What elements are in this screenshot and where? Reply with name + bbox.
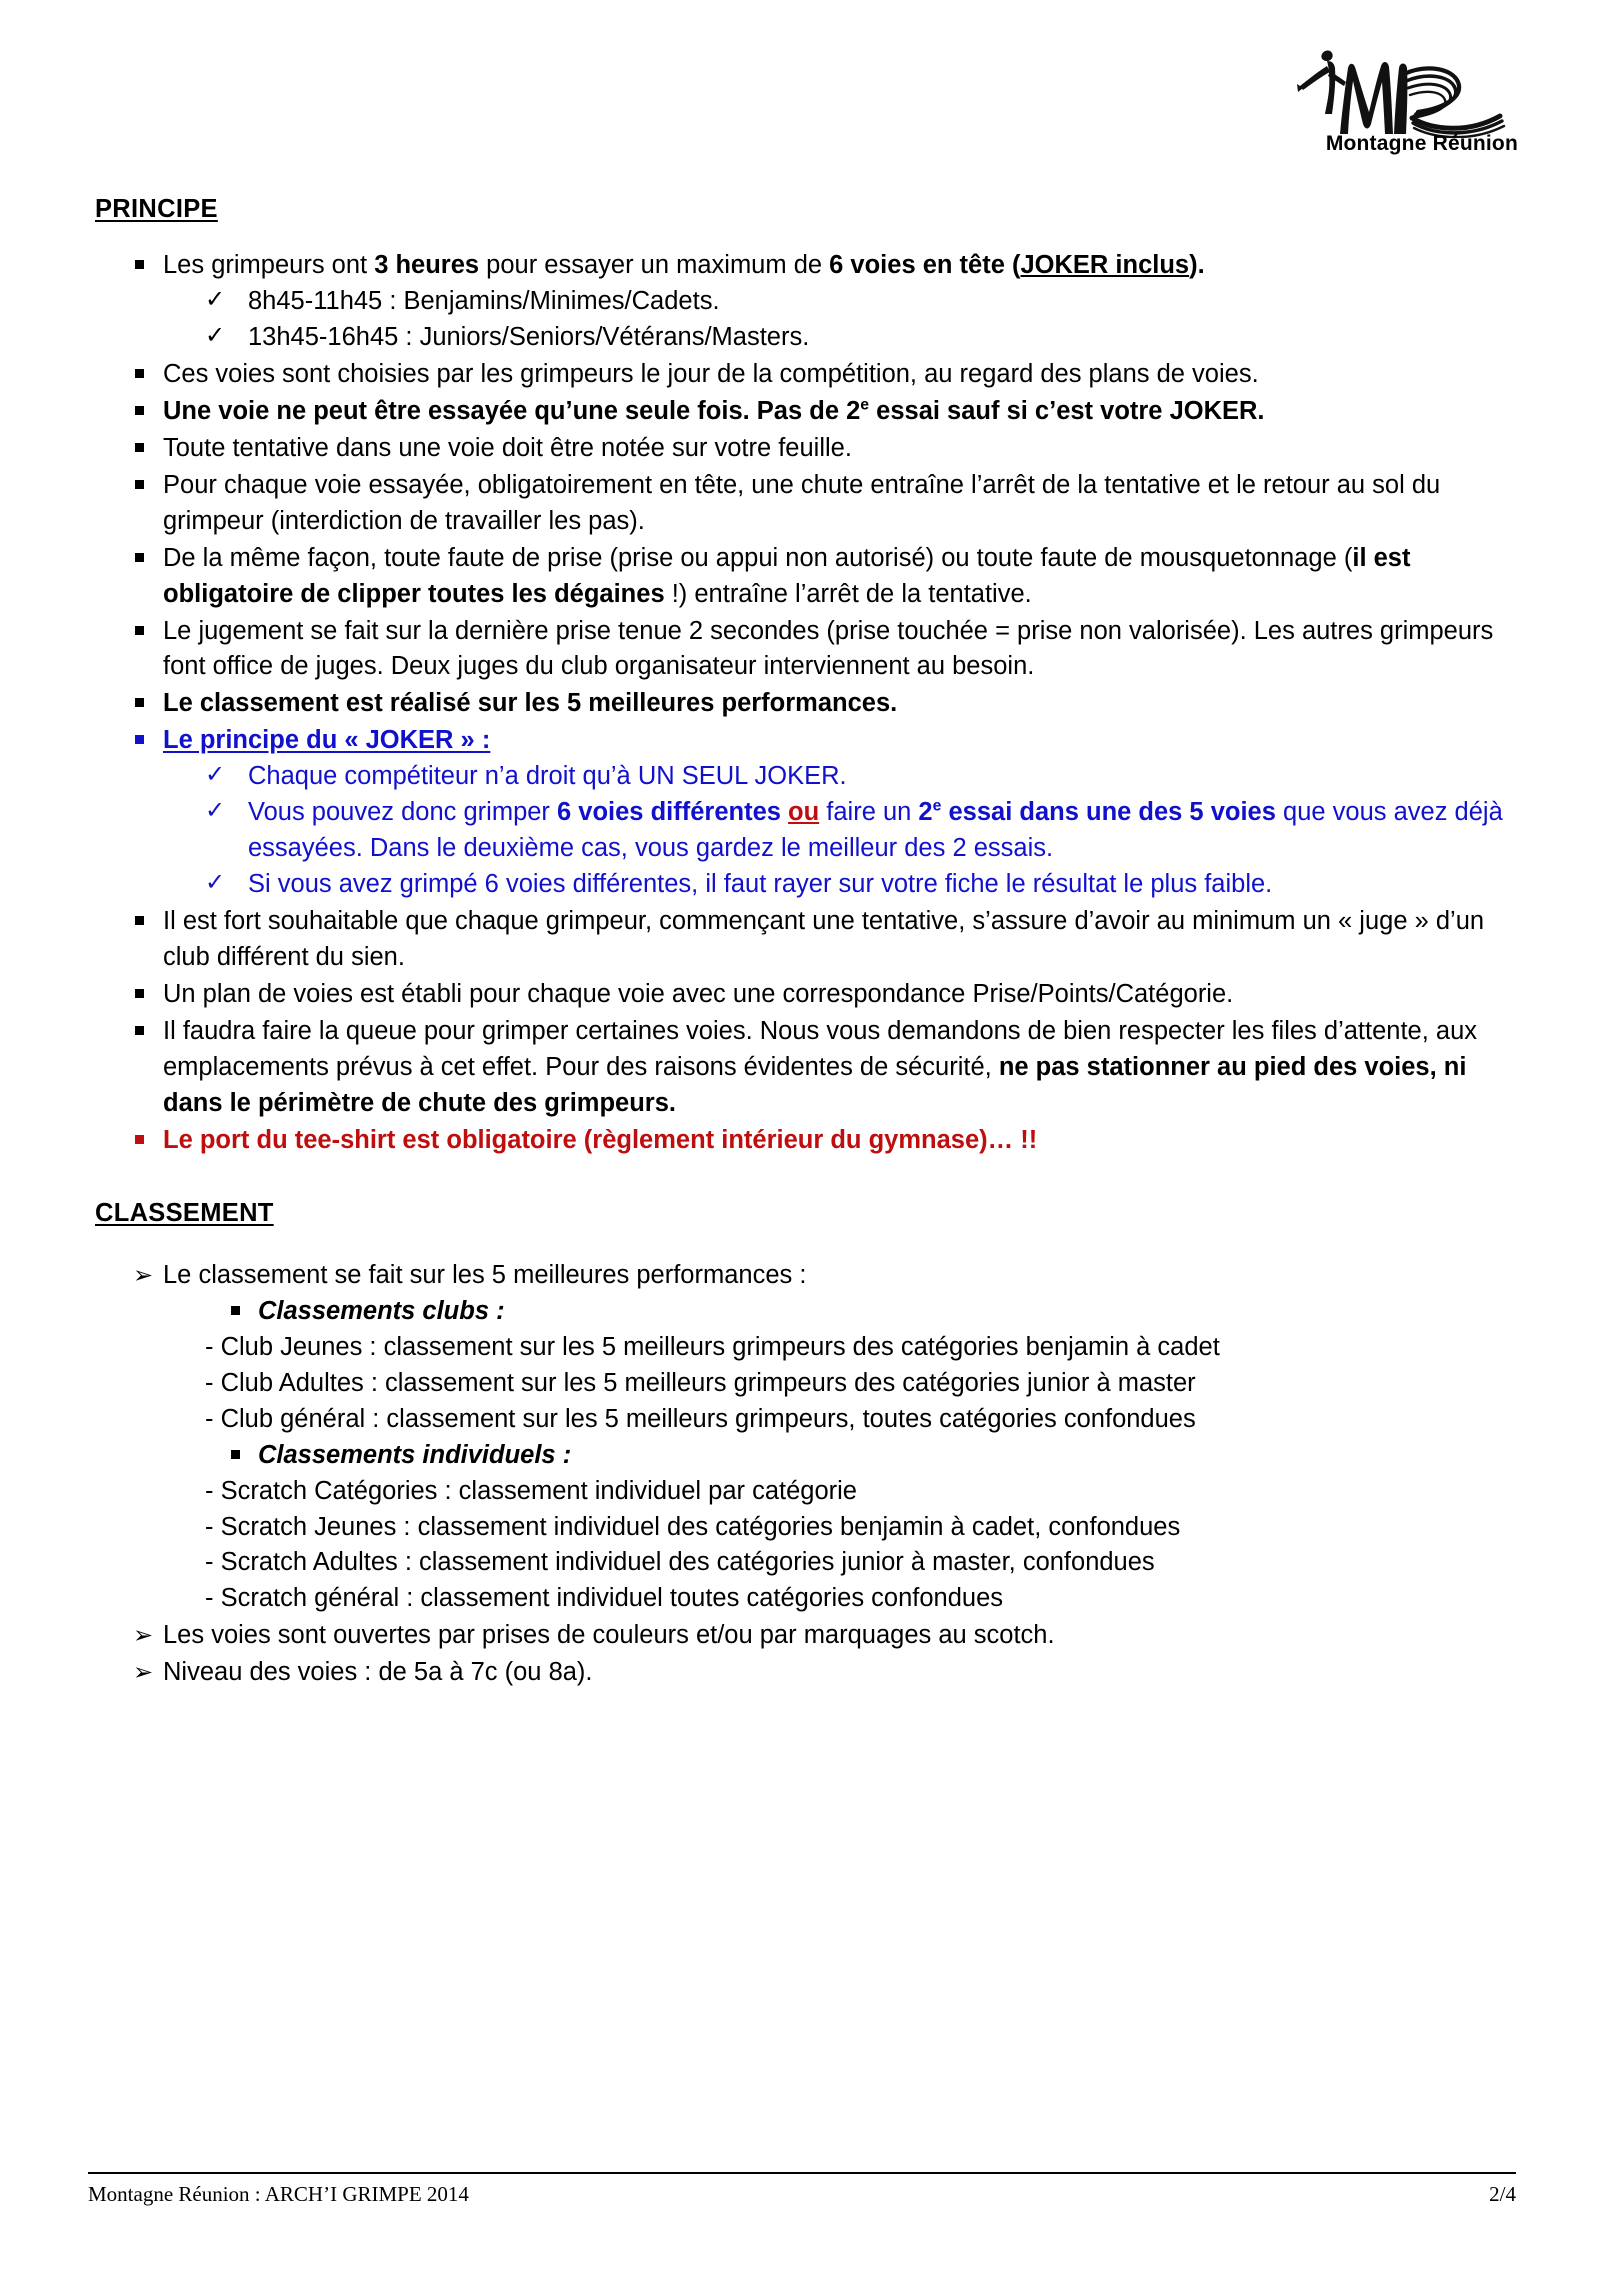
document-body <box>95 195 1510 1692</box>
item-text: Le port du tee-shirt est obligatoire (règlement intérieur du gymnase)… !! <box>163 1125 1038 1154</box>
list-item-plan-voies <box>95 977 1510 1013</box>
list-item-principe-joker <box>95 723 1510 903</box>
footer-left-text: Montagne Réunion : ARCH’I GRIMPE 2014 <box>88 2182 469 2206</box>
text-run: De la même façon, toute faute de prise (prise ou appui non autorisé) ou toute faute de mousquetonnage ( <box>163 543 1353 572</box>
list-item-joker-rayer <box>163 867 1510 903</box>
check-icon: ✓ <box>205 761 226 789</box>
list-item-horaire-jeunes <box>163 284 1510 320</box>
square-bullet-icon <box>135 735 144 744</box>
scratch-jeunes-line: - Scratch Jeunes : classement individuel des catégories benjamin à cadet, confondues <box>205 1512 1181 1541</box>
text-run-bold: 3 heures <box>374 251 480 279</box>
scratch-categories-line: - Scratch Catégories : classement individuel par catégorie <box>205 1476 857 1505</box>
section-title-classement: CLASSEMENT <box>95 1198 274 1227</box>
text-run-bold: ne pas stationner au pied des voies, ni dans le périmètre de chute des grimpeurs. <box>163 1052 1467 1117</box>
square-bullet-icon <box>231 1306 240 1315</box>
check-icon: ✓ <box>205 285 226 313</box>
text-run: !) entraîne l’arrêt de la tentative. <box>664 579 1032 608</box>
mr-brush-logo-icon <box>1286 38 1516 138</box>
classement-list <box>95 1258 1510 1691</box>
text-run-blue-bold: essai dans une des 5 voies <box>941 798 1276 827</box>
list-item-classement-5 <box>95 686 1510 722</box>
item-text: 8h45-11h45 : Benjamins/Minimes/Cadets. <box>248 286 720 315</box>
text-run: Il faudra faire la queue pour grimper certaines voies. Nous vous demandons de bien respecter les files d’attente, aux emplacements prévus à cet effet. Pour des raisons évidentes de sécurité, <box>163 1017 1477 1081</box>
text-run: pour essayer un maximum de <box>479 251 830 279</box>
arrow-bullet-icon: ➢ <box>133 1261 154 1289</box>
text-run-red-bold-underline: ou <box>788 798 820 827</box>
square-bullet-icon <box>135 698 144 707</box>
check-icon: ✓ <box>205 797 226 825</box>
item-text: Le classement est réalisé sur les 5 meilleures performances. <box>163 689 898 718</box>
square-bullet-icon <box>135 989 144 998</box>
item-text: Un plan de voies est établi pour chaque voie avec une correspondance Prise/Points/Catégorie. <box>163 980 1234 1009</box>
classements-individuels-heading <box>163 1438 1510 1474</box>
item-text: Le jugement se fait sur la dernière prise tenue 2 secondes (prise touchée = prise non valorisée). Les autres grimpeurs font office de juges. Deux juges du club organisateur interviennent au besoin. <box>163 616 1494 681</box>
text-run: que vous avez déjà essayées. Dans le deuxième cas, vous gardez le meilleur des 2 essais. <box>248 798 1503 863</box>
square-bullet-icon <box>135 369 144 378</box>
square-bullet-icon <box>135 1026 144 1035</box>
list-item-joker-options <box>163 795 1510 867</box>
principe-list <box>95 248 1510 1159</box>
text-run-bold-underline: JOKER inclus <box>1020 251 1190 279</box>
item-text: Si vous avez grimpé 6 voies différentes, il faut rayer sur votre fiche le résultat le plus faible. <box>248 870 1273 899</box>
square-bullet-icon <box>135 443 144 452</box>
text-run-blue-bold: 2 <box>918 798 933 827</box>
page-footer <box>88 2172 1516 2207</box>
item-text: Toute tentative dans une voie doit être notée sur votre feuille. <box>163 433 852 462</box>
list-item-file-attente <box>95 1014 1510 1122</box>
list-item-un-essai <box>95 394 1510 430</box>
square-bullet-icon <box>135 480 144 489</box>
club-jeunes-line: - Club Jeunes : classement sur les 5 meilleurs grimpeurs des catégories benjamin à cadet <box>205 1332 1220 1361</box>
item-text: 13h45-16h45 : Juniors/Seniors/Vétérans/Masters. <box>248 322 810 351</box>
horaires-list <box>163 284 1510 356</box>
check-icon: ✓ <box>205 869 226 897</box>
text-run-bold: 6 voies en tête ( <box>829 251 1021 279</box>
list-item-jugement <box>95 614 1510 686</box>
logo-block <box>1256 38 1526 156</box>
list-item-faute-prise <box>95 541 1510 613</box>
list-item-classements-clubs <box>163 1294 1510 1330</box>
item-text <box>163 251 1205 279</box>
list-item-juge <box>95 904 1510 976</box>
list-item-classements-individuels <box>163 1438 1510 1474</box>
item-text: Le classement se fait sur les 5 meilleures performances : <box>163 1260 807 1289</box>
item-text: Il est fort souhaitable que chaque grimpeur, commençant une tentative, s’assure d’avoir au minimum un « juge » d’un club différent du sien. <box>163 907 1485 972</box>
list-item-tee-shirt <box>95 1123 1510 1159</box>
list-item-horaire-adultes <box>163 320 1510 356</box>
square-bullet-icon <box>135 406 144 415</box>
item-text: Ces voies sont choisies par les grimpeurs le jour de la compétition, au regard des plans de voies. <box>163 359 1259 388</box>
list-item-niveau-voies <box>95 1655 1510 1691</box>
square-bullet-icon <box>135 260 144 269</box>
text-run: Une voie ne peut être essayée qu’une seule fois. Pas de 2 <box>163 396 861 425</box>
list-item-ouverture-voies <box>95 1618 1510 1654</box>
list-item-chute <box>95 468 1510 540</box>
list-item-joker-unique <box>163 759 1510 795</box>
text-space <box>781 798 788 826</box>
logo-caption: Montagne Réunion <box>1325 132 1518 155</box>
item-text: Classements individuels : <box>258 1440 572 1469</box>
item-text <box>163 1017 1477 1117</box>
square-bullet-icon <box>231 1450 240 1459</box>
footer-page-number: 2/4 <box>1489 2182 1516 2206</box>
list-item-classement-principe <box>95 1258 1510 1618</box>
scratch-general-line: - Scratch général : classement individuel toutes catégories confondues <box>205 1584 1004 1613</box>
square-bullet-icon <box>135 916 144 925</box>
item-text <box>248 798 1503 862</box>
section-title-principe: PRINCIPE <box>95 195 218 223</box>
joker-list <box>163 759 1510 903</box>
list-item-choix-voies <box>95 357 1510 393</box>
check-icon: ✓ <box>205 321 226 349</box>
item-text: Niveau des voies : de 5a à 7c (ou 8a). <box>163 1658 593 1687</box>
text-run: Vous pouvez donc grimper <box>248 798 558 827</box>
item-text: Les voies sont ouvertes par prises de couleurs et/ou par marquages au scotch. <box>163 1621 1055 1650</box>
club-adultes-line: - Club Adultes : classement sur les 5 meilleurs grimpeurs des catégories junior à master <box>205 1368 1196 1397</box>
text-superscript: e <box>860 396 870 414</box>
text-run: faire un <box>819 798 919 827</box>
list-item-duree <box>95 248 1510 356</box>
club-general-line: - Club général : classement sur les 5 meilleurs grimpeurs, toutes catégories confondues <box>205 1404 1196 1433</box>
arrow-bullet-icon: ➢ <box>133 1622 154 1650</box>
text-run: Les grimpeurs ont <box>163 251 375 279</box>
text-run: essai sauf si c’est votre JOKER. <box>869 396 1265 425</box>
arrow-bullet-icon: ➢ <box>133 1659 154 1687</box>
text-superscript: e <box>932 797 942 815</box>
item-text: Pour chaque voie essayée, obligatoirement en tête, une chute entraîne l’arrêt de la tentative et le retour au sol du grimpeur (interdiction de travailler les pas). <box>163 470 1441 535</box>
classements-clubs-heading <box>163 1294 1510 1330</box>
text-run-blue-bold: 6 voies différentes <box>557 798 781 827</box>
item-text: Classements clubs : <box>258 1296 505 1325</box>
item-text: Le principe du « JOKER » : <box>163 726 491 755</box>
item-text: Chaque compétiteur n’a droit qu’à UN SEUL JOKER. <box>248 762 847 791</box>
text-run-bold: il est obligatoire de clipper toutes les dégaines <box>163 543 1411 608</box>
square-bullet-icon <box>135 626 144 635</box>
scratch-adultes-line: - Scratch Adultes : classement individuel des catégories junior à master, confondues <box>205 1548 1155 1577</box>
item-text <box>163 544 1410 608</box>
square-bullet-icon <box>135 553 144 562</box>
item-text <box>163 397 1265 425</box>
square-bullet-icon <box>135 1135 144 1144</box>
list-item-noter-tentative <box>95 431 1510 467</box>
text-run-bold: ). <box>1189 251 1205 279</box>
